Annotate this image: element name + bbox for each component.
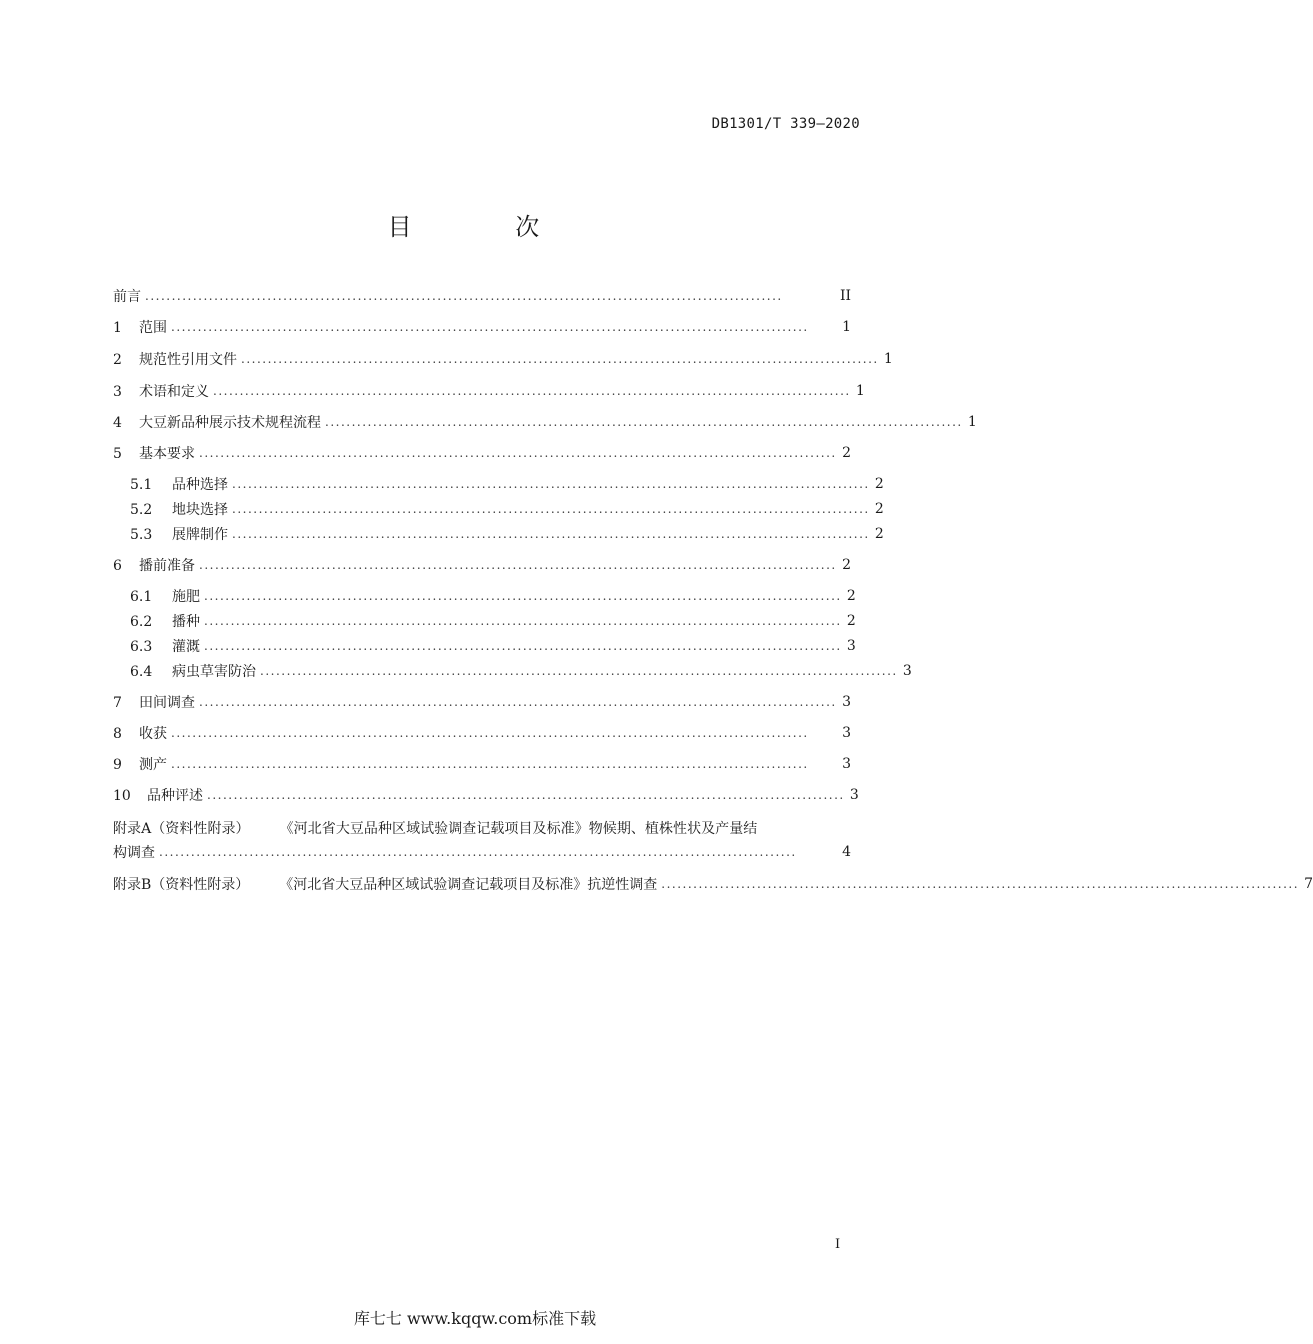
toc-number: 2 [113,352,122,368]
toc-number: 7 [113,695,122,711]
appendix-b-title: 《河北省大豆品种区域试验调查记载项目及标准》抗逆性调查 [279,877,658,893]
toc-entry-6[interactable] [113,554,851,576]
appendix-a-title-line2: 构调查 [113,845,155,861]
toc-number: 10 [113,788,131,804]
leader-dots: ........................................................................................................................ [213,384,851,398]
toc-page: 2 [874,526,884,542]
leader-dots: ........................................................................................................................ [204,589,842,603]
leader-dots: ........................................................................................................................ [207,788,845,802]
toc-label: 播前准备 [139,558,195,574]
appendix-a-title-line1: 《河北省大豆品种区域试验调查记载项目及标准》物候期、植株性状及产量结 [279,821,758,837]
toc-label: 病虫草害防治 [172,664,256,680]
toc-number: 6.4 [130,664,153,680]
toc-label: 大豆新品种展示技术规程流程 [139,415,321,431]
page-title: 目 次 [387,213,588,241]
leader-dots: ........................................................................................................................ [232,527,870,541]
leader-dots: ........................................................................................................................ [204,639,842,653]
toc-label: 品种评述 [147,788,203,804]
toc-entry-3[interactable] [113,380,865,402]
leader-dots: ........................................................................................................................ [241,352,879,366]
toc-label: 灌溉 [172,639,200,655]
leader-dots: ........................................................................................................................ [171,757,809,771]
toc-label: 收获 [139,726,167,742]
toc-page: 2 [874,501,884,517]
toc-number: 8 [113,726,122,742]
toc-page: 2 [842,557,851,573]
leader-dots: ........................................................................................................................ [204,614,842,628]
toc-page: 3 [846,638,856,654]
toc-number: 6.3 [130,639,153,655]
toc-number: 9 [113,757,122,773]
toc-number: 6 [113,558,122,574]
leader-dots: ........................................................................................................................ [232,502,870,516]
toc-number: 5 [113,446,122,462]
document-number: DB1301/T 339—2020 [711,116,860,132]
toc-entry-9[interactable] [113,753,851,775]
leader-dots: ........................................................................................................................ [199,695,837,709]
leader-dots: ........................................................................................................................ [159,845,797,859]
toc-page: 1 [842,319,851,335]
toc-label: 术语和定义 [139,384,209,400]
toc-page: 2 [874,476,884,492]
toc-entry-1[interactable] [113,316,851,338]
toc-page: 7 [1304,876,1313,892]
toc-label: 测产 [139,757,167,773]
leader-dots: ........................................................................................................................ [199,446,837,460]
toc-label: 地块选择 [172,502,228,518]
appendix-b-prefix: 附录B（资料性附录） [113,877,250,893]
toc-page: 4 [842,844,851,860]
toc-entry-6-4[interactable] [130,660,912,682]
toc-number: 5.2 [130,502,153,518]
toc-label: 展牌制作 [172,527,228,543]
toc-number: 5.3 [130,527,153,543]
toc-page: II [839,288,851,304]
appendix-a-prefix: 附录A（资料性附录） [113,821,250,837]
toc-page: 1 [883,351,893,367]
toc-page: 3 [849,787,859,803]
toc-label: 基本要求 [139,446,195,462]
page-number: I [835,1237,841,1252]
toc-number: 6.1 [130,589,153,605]
toc-page: 3 [902,663,912,679]
toc-page: 2 [846,613,856,629]
leader-dots: ........................................................................................................................ [661,877,1300,891]
toc-entry-appendix-a-cont[interactable] [113,841,851,863]
toc-label: 范围 [139,320,167,336]
toc-entry-4[interactable] [113,411,977,433]
leader-dots: ........................................................................................................................ [145,289,783,303]
toc-entry-8[interactable] [113,722,851,744]
leader-dots: ........................................................................................................................ [325,415,963,429]
toc-page: 3 [842,694,851,710]
toc-page: 3 [842,725,851,741]
toc-entry-appendix-b[interactable] [113,873,1313,895]
toc-label: 施肥 [172,589,200,605]
toc-entry-5-3[interactable] [130,523,884,545]
toc-number: 3 [113,384,122,400]
toc-entry-5[interactable] [113,442,851,464]
toc-entry-6-2[interactable] [130,610,856,632]
toc-page: 1 [967,414,977,430]
toc-entry-5-2[interactable] [130,498,884,520]
leader-dots: ........................................................................................................................ [199,558,837,572]
toc-entry-2[interactable] [113,348,893,370]
toc-number: 5.1 [130,477,153,493]
toc-entry-10[interactable] [113,784,859,806]
footer-watermark: 库七七 www.kqqw.com标准下载 [353,1309,597,1328]
toc-label: 播种 [172,614,200,630]
leader-dots: ........................................................................................................................ [260,664,898,678]
toc-page: 1 [855,383,865,399]
leader-dots: ........................................................................................................................ [171,320,809,334]
toc-entry-5-1[interactable] [130,473,884,495]
toc-number: 4 [113,415,122,431]
toc-page: 3 [842,756,851,772]
toc-label: 田间调查 [139,695,195,711]
toc-entry-6-3[interactable] [130,635,856,657]
toc-label: 规范性引用文件 [139,352,237,368]
toc-entry-appendix-a[interactable] [113,818,858,838]
toc-number: 6.2 [130,614,153,630]
toc-entry-6-1[interactable] [130,585,856,607]
toc-number: 1 [113,320,122,336]
toc-label: 品种选择 [172,477,228,493]
toc-page: 2 [842,445,851,461]
toc-label: 前言 [113,289,141,305]
leader-dots: ........................................................................................................................ [232,477,870,491]
toc-entry-7[interactable] [113,691,851,713]
leader-dots: ........................................................................................................................ [171,726,809,740]
toc-entry-foreword[interactable] [113,285,851,307]
toc-page: 2 [846,588,856,604]
